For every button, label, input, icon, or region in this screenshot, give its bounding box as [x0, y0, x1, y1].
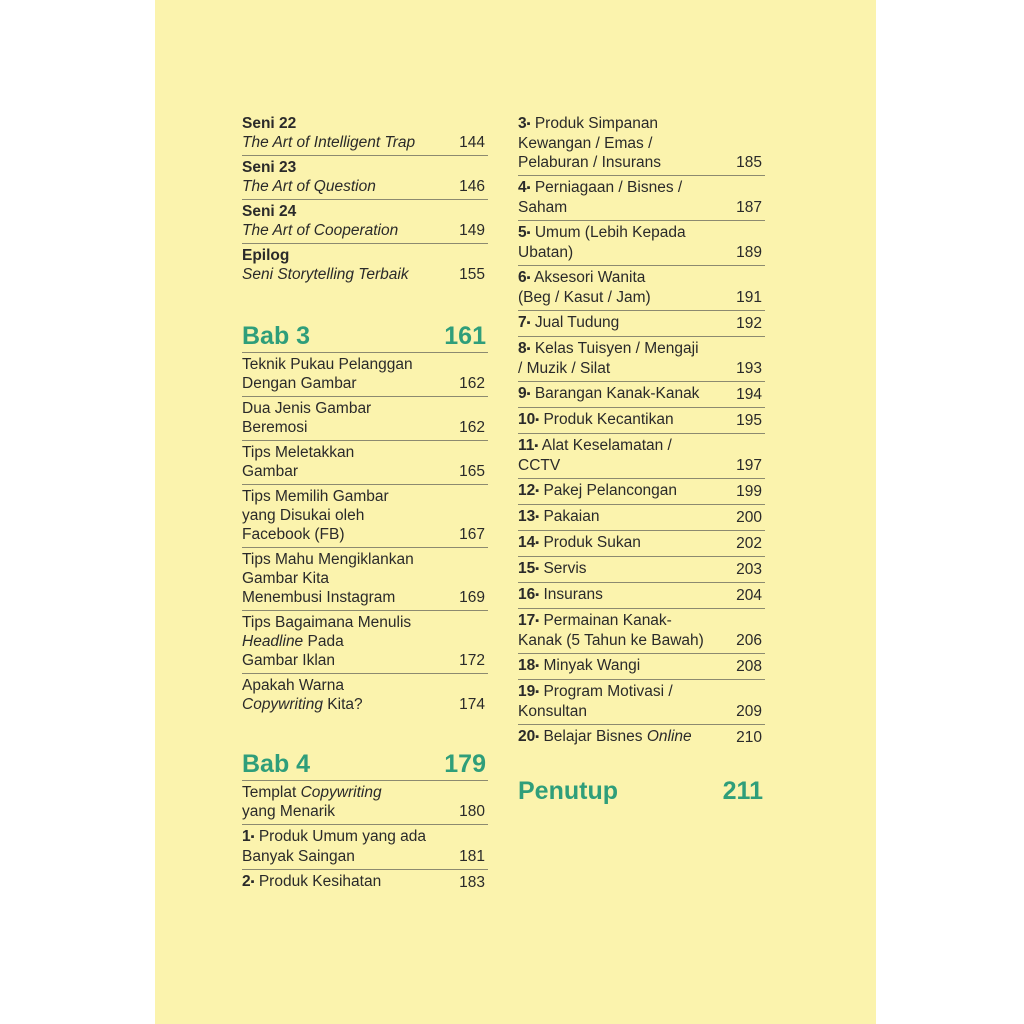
toc-entry — [518, 531, 765, 557]
entry-line: Tips Meletakkan — [242, 444, 355, 461]
toc-entry — [518, 557, 765, 583]
number-bullet-icon: 17▪ — [518, 612, 540, 629]
entry-line-rest: Kita? — [322, 696, 363, 713]
toc-right-column — [518, 112, 765, 806]
entry-line: Produk Simpanan — [534, 115, 659, 132]
toc-entry — [518, 680, 765, 725]
entry-line: Insurans — [543, 586, 603, 603]
toc-entry — [518, 654, 765, 680]
entry-line: Menembusi Instagram — [242, 589, 396, 606]
toc-entry — [242, 353, 488, 397]
number-bullet-icon: 11▪ — [518, 437, 539, 454]
page-number: 199 — [736, 483, 762, 500]
toc-entry — [518, 434, 765, 479]
toc-entry — [518, 583, 765, 609]
number-bullet-icon: 19▪ — [518, 683, 540, 700]
number-bullet-icon: 7▪ — [518, 314, 531, 331]
page-number: 204 — [736, 587, 762, 604]
entry-line: Kelas Tuisyen / Mengaji — [534, 340, 699, 357]
chapter-page: 211 — [722, 777, 763, 805]
number-bullet-icon: 13▪ — [518, 508, 540, 525]
toc-entry — [518, 112, 765, 176]
page-number: 165 — [459, 463, 485, 480]
number-bullet-icon: 9▪ — [518, 385, 531, 402]
entry-line: / Muzik / Silat — [518, 360, 611, 377]
chapter-label: Bab 3 — [242, 322, 311, 350]
number-bullet-icon: 15▪ — [518, 560, 540, 577]
chapter-heading-penutup — [518, 776, 765, 806]
entry-line: Produk Kesihatan — [258, 873, 382, 890]
toc-entry — [242, 870, 488, 895]
entry-line: Gambar Iklan — [242, 652, 336, 669]
toc-entry — [242, 485, 488, 548]
page-number: 209 — [736, 703, 762, 720]
toc-entry — [242, 781, 488, 825]
page-number: 183 — [459, 874, 485, 891]
page-number: 146 — [459, 178, 485, 195]
toc-entry — [518, 337, 765, 382]
page-number: 162 — [459, 375, 485, 392]
toc-entry — [518, 725, 765, 750]
entry-line: Tips Memilih Gambar — [242, 488, 389, 505]
number-bullet-icon: 18▪ — [518, 657, 540, 674]
toc-entry — [242, 397, 488, 441]
number-bullet-icon: 2▪ — [242, 873, 255, 890]
toc-entry — [242, 200, 488, 244]
page-number: 189 — [736, 244, 762, 261]
number-bullet-icon: 1▪ — [242, 828, 255, 845]
entry-line: Tips Bagaimana Menulis — [242, 614, 412, 631]
page-number: 181 — [459, 848, 485, 865]
page-number: 210 — [736, 729, 762, 746]
entry-line: Aksesori Wanita — [533, 269, 646, 286]
page-number: 172 — [459, 652, 485, 669]
chapter-page: 179 — [444, 750, 486, 778]
toc-entry — [242, 548, 488, 611]
entry-heading: Seni 24 — [242, 203, 297, 220]
page-number: 185 — [736, 154, 762, 171]
toc-entry — [518, 609, 765, 654]
entry-line: Produk Kecantikan — [543, 411, 674, 428]
number-bullet-icon: 4▪ — [518, 179, 531, 196]
page-number: 155 — [459, 266, 485, 283]
entry-heading: Seni 22 — [242, 115, 297, 132]
page-number: 167 — [459, 526, 485, 543]
toc-entry — [518, 505, 765, 531]
entry-line: Permainan Kanak- — [543, 612, 672, 629]
page-number: 200 — [736, 509, 762, 526]
toc-left-column — [242, 112, 488, 895]
page-number: 149 — [459, 222, 485, 239]
entry-line: Kewangan / Emas / — [518, 135, 653, 152]
number-bullet-icon: 3▪ — [518, 115, 531, 132]
entry-line: CCTV — [518, 457, 561, 474]
page-number: 180 — [459, 803, 485, 820]
entry-line: Ubatan) — [518, 244, 574, 261]
entry-line: Minyak Wangi — [543, 657, 641, 674]
entry-heading: Epilog — [242, 247, 290, 264]
entry-line: Gambar Kita — [242, 570, 330, 587]
page-number: 193 — [736, 360, 762, 377]
page-number: 206 — [736, 632, 762, 649]
entry-line: Gambar — [242, 463, 298, 480]
toc-entry — [518, 479, 765, 505]
toc-entry — [242, 112, 488, 156]
entry-italic-term: Copywriting — [242, 696, 323, 713]
number-bullet-icon: 16▪ — [518, 586, 540, 603]
toc-entry — [518, 221, 765, 266]
number-bullet-icon: 20▪ — [518, 728, 540, 745]
entry-line: Servis — [543, 560, 587, 577]
entry-line: yang Menarik — [242, 803, 336, 820]
entry-line: Perniagaan / Bisnes / — [534, 179, 683, 196]
page-number: 202 — [736, 535, 762, 552]
entry-line: Umum (Lebih Kepada — [534, 224, 686, 241]
entry-line: Beremosi — [242, 419, 308, 436]
entry-heading: Seni 23 — [242, 159, 297, 176]
entry-line: Pakaian — [543, 508, 600, 525]
toc-entry — [518, 176, 765, 221]
toc-entry — [518, 311, 765, 337]
page-number: 187 — [736, 199, 762, 216]
page-number: 194 — [736, 386, 762, 403]
entry-line: (Beg / Kasut / Jam) — [518, 289, 651, 306]
entry-line: Saham — [518, 199, 568, 216]
page-number: 174 — [459, 696, 485, 713]
entry-subtitle: The Art of Cooperation — [242, 222, 399, 239]
page-number: 169 — [459, 589, 485, 606]
entry-line: Facebook (FB) — [242, 526, 345, 543]
toc-entry — [242, 611, 488, 674]
entry-subtitle: The Art of Question — [242, 178, 376, 195]
entry-line: Teknik Pukau Pelanggan — [242, 356, 413, 373]
entry-line-start: Belajar Bisnes — [543, 728, 647, 745]
number-bullet-icon: 5▪ — [518, 224, 531, 241]
chapter-heading-bab-4 — [242, 749, 488, 781]
page-number: 191 — [736, 289, 762, 306]
entry-line: Pakej Pelancongan — [543, 482, 678, 499]
entry-line: Konsultan — [518, 703, 587, 720]
entry-line: Barangan Kanak-Kanak — [534, 385, 700, 402]
page-number: 208 — [736, 658, 762, 675]
toc-entry — [518, 408, 765, 434]
entry-line-start: Templat — [242, 784, 301, 801]
chapter-page: 161 — [444, 322, 486, 350]
entry-italic-term: Copywriting — [300, 784, 382, 801]
entry-line: Dengan Gambar — [242, 375, 357, 392]
page-number: 162 — [459, 419, 485, 436]
number-bullet-icon: 8▪ — [518, 340, 531, 357]
entry-line: Alat Keselamatan / — [541, 437, 672, 454]
entry-line: Program Motivasi / — [543, 683, 673, 700]
toc-entry — [242, 156, 488, 200]
page-number: 144 — [459, 134, 485, 151]
entry-subtitle: The Art of Intelligent Trap — [242, 134, 416, 151]
entry-line: Produk Sukan — [543, 534, 641, 551]
toc-entry — [242, 441, 488, 485]
entry-line: Banyak Saingan — [242, 848, 355, 865]
page-number: 192 — [736, 315, 762, 332]
entry-italic-term: Headline — [242, 633, 304, 650]
page-number: 203 — [736, 561, 762, 578]
chapter-heading-bab-3 — [242, 321, 488, 353]
entry-line: Dua Jenis Gambar — [242, 400, 372, 417]
entry-subtitle: Seni Storytelling Terbaik — [242, 266, 409, 283]
toc-entry — [242, 825, 488, 870]
entry-line: Tips Mahu Mengiklankan — [242, 551, 414, 568]
entry-line-rest: Pada — [303, 633, 344, 650]
chapter-label: Penutup — [518, 777, 618, 805]
number-bullet-icon: 14▪ — [518, 534, 540, 551]
number-bullet-icon: 10▪ — [518, 411, 540, 428]
entry-italic-term: Online — [646, 728, 692, 745]
entry-line: Pelaburan / Insurans — [518, 154, 662, 171]
toc-entry — [518, 266, 765, 311]
entry-line: yang Disukai oleh — [242, 507, 365, 524]
entry-line: Apakah Warna — [242, 677, 344, 694]
number-bullet-icon: 12▪ — [518, 482, 540, 499]
entry-line: Produk Umum yang ada — [258, 828, 426, 845]
number-bullet-icon: 6▪ — [518, 269, 531, 286]
page-number: 197 — [736, 457, 762, 474]
entry-line: Kanak (5 Tahun ke Bawah) — [518, 632, 704, 649]
toc-entry — [242, 674, 488, 717]
toc-entry — [242, 244, 488, 287]
entry-line: Jual Tudung — [534, 314, 620, 331]
chapter-label: Bab 4 — [242, 750, 311, 778]
toc-entry — [518, 382, 765, 408]
page-number: 195 — [736, 412, 762, 429]
